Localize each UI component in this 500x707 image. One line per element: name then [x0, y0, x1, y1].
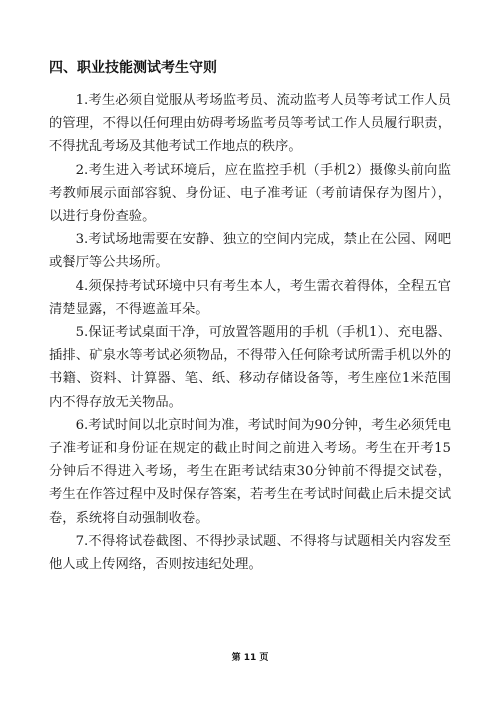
- rule-paragraph-3: 3.考试场地需要在安静、独立的空间内完成，禁止在公园、网吧或餐厅等公共场所。: [49, 232, 451, 271]
- rule-paragraph-6: 6.考试时间以北京时间为准，考试时间为90分钟，考生必须凭电子准考证和身份证在规定的截止时间之前进入考场。考生在开考15分钟后不得进入考场，考生在距考试结束30分钟前不得提交试卷，考生在作答过程中及时保存答案，若考生在考试时间截止后未提交试卷，系统将自动强制收卷。: [49, 417, 451, 526]
- rule-paragraph-1: 1.考生必须自觉服从考场监考员、流动监考人员等考试工作人员的管理，不得以任何理由妨碍考场监考员等考试工作人员履行职责，不得扰乱考场及其他考试工作地点的秩序。: [49, 93, 451, 155]
- rule-paragraph-2: 2.考生进入考试环境后，应在监控手机（手机2）摄像头前向监考教师展示面部容貌、身份证、电子准考证（考前请保存为图片），以进行身份查验。: [49, 162, 451, 225]
- section-heading: 四、职业技能测试考生守则: [49, 60, 217, 76]
- rule-paragraph-5: 5.保证考试桌面干净，可放置答题用的手机（手机1）、充电器、插排、矿泉水等考试必须物品，不得带入任何除考试所需手机以外的书籍、资料、计算器、笔、纸、移动存储设备等，考生座位1米范围内不得存放无关物品。: [49, 325, 451, 410]
- rule-paragraph-4: 4.须保持考试环境中只有考生本人，考生需衣着得体，全程五官清楚显露，不得遮盖耳朵。: [49, 278, 451, 317]
- page-number: 第 11 页: [231, 653, 269, 663]
- rule-paragraph-7: 7.不得将试卷截图、不得抄录试题、不得将与试题相关内容发至他人或上传网络，否则按违纪处理。: [49, 533, 451, 573]
- rules-body: [49, 89, 451, 576]
